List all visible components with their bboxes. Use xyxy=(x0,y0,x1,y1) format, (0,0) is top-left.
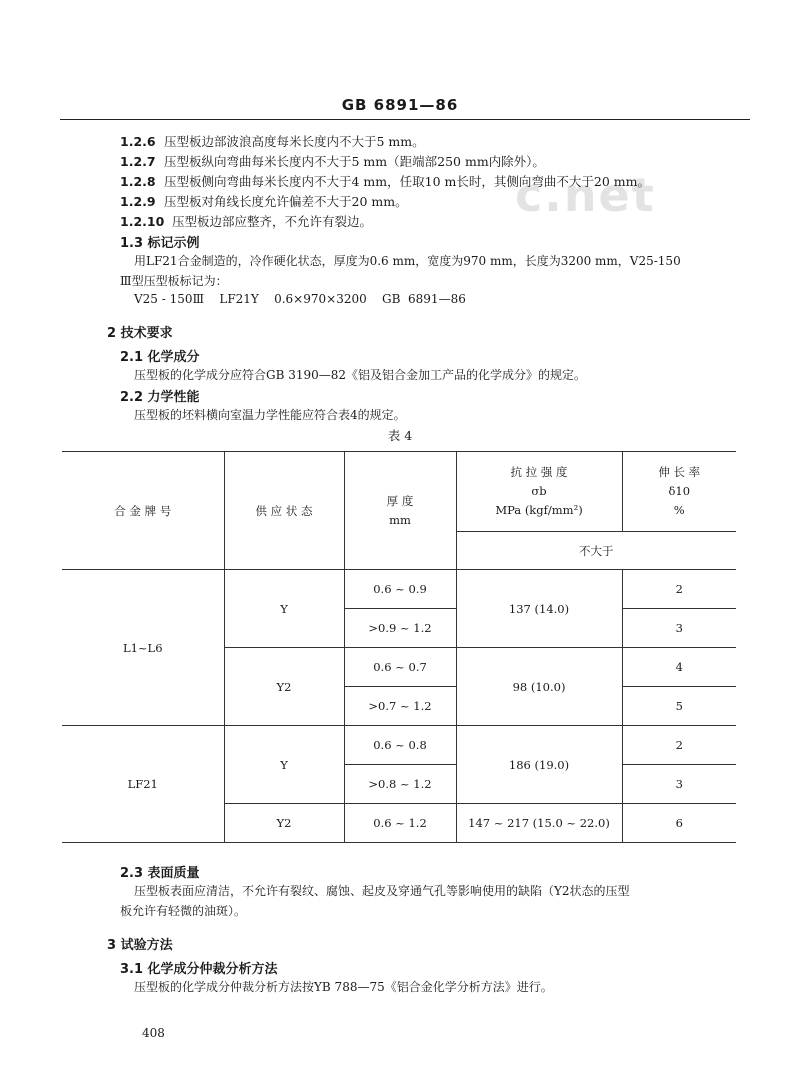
header-not-less: 不大于 xyxy=(456,532,736,570)
header-state: 供 应 状 态 xyxy=(224,452,344,570)
item-1-2-9: 1.2.9 压型板对角线长度允许偏差不大于20 mm。 xyxy=(120,194,408,209)
cell-state: Y2 xyxy=(224,648,344,726)
cell-tensile: 137 (14.0) xyxy=(456,570,622,648)
table-title: 表 4 xyxy=(387,428,413,443)
section-2-2-text: 压型板的坯料横向室温力学性能应符合表4的规定。 xyxy=(134,408,406,422)
section-1-3-line2: Ⅲ型压型板标记为： xyxy=(120,274,228,288)
section-2-1-text: 压型板的化学成分应符合GB 3190—82《铝及铝合金加工产品的化学成分》的规定。 xyxy=(134,368,587,382)
cell-tensile: 98 (10.0) xyxy=(456,648,622,726)
section-1-3-example: V25 - 150Ⅲ LF21Y 0.6×970×3200 GB 6891—86 xyxy=(134,292,466,306)
page-header: GB 6891—86 xyxy=(341,96,459,114)
cell-thickness: >0.7 ~ 1.2 xyxy=(344,687,456,726)
cell-state: Y xyxy=(224,570,344,648)
header-rule xyxy=(60,119,750,120)
cell-thickness: 0.6 ~ 0.9 xyxy=(344,570,456,609)
header-tensile: 抗 拉 强 度 σb MPa (kgf/mm²) xyxy=(456,452,622,532)
section-3-heading: 3 试验方法 xyxy=(107,938,173,953)
cell-elongation: 4 xyxy=(622,648,736,687)
item-1-2-6: 1.2.6 压型板边部波浪高度每米长度内不大于5 mm。 xyxy=(120,134,425,149)
cell-thickness: >0.8 ~ 1.2 xyxy=(344,765,456,804)
header-thickness: 厚 度 mm xyxy=(344,452,456,570)
cell-elongation: 3 xyxy=(622,609,736,648)
item-1-2-8: 1.2.8 压型板侧向弯曲每米长度内不大于4 mm，任取10 m长时，其侧向弯曲不大于20 mm。 xyxy=(120,174,650,189)
item-1-2-7: 1.2.7 压型板纵向弯曲每米长度内不大于5 mm（距端部250 mm内除外）。 xyxy=(120,154,545,169)
section-2-3-line2: 板允许有轻微的油斑）。 xyxy=(120,904,247,918)
cell-thickness: >0.9 ~ 1.2 xyxy=(344,609,456,648)
cell-tensile: 186 (19.0) xyxy=(456,726,622,804)
section-2-1-heading: 2.1 化学成分 xyxy=(120,350,200,365)
section-3-1-text: 压型板的化学成分仲裁分析方法按YB 788—75《铝合金化学分析方法》进行。 xyxy=(134,980,553,994)
cell-alloy-l1-l6: L1~L6 xyxy=(62,570,224,726)
section-1-3-line1: 用LF21合金制造的，冷作硬化状态，厚度为0.6 mm，宽度为970 mm，长度为3200 mm，V25-150 xyxy=(134,254,681,268)
section-3-1-heading: 3.1 化学成分仲裁分析方法 xyxy=(120,962,278,977)
cell-elongation: 6 xyxy=(622,804,736,843)
section-2-3-heading: 2.3 表面质量 xyxy=(120,866,200,881)
section-2-3-line1: 压型板表面应清洁，不允许有裂纹、腐蚀、起皮及穿通气孔等影响使用的缺陷（Y2状态的压型 xyxy=(134,884,630,898)
section-2-heading: 2 技术要求 xyxy=(107,326,173,341)
cell-elongation: 2 xyxy=(622,570,736,609)
cell-elongation: 2 xyxy=(622,726,736,765)
page-number: 408 xyxy=(142,1026,165,1040)
cell-thickness: 0.6 ~ 1.2 xyxy=(344,804,456,843)
section-1-3-heading: 1.3 标记示例 xyxy=(120,236,200,251)
cell-state: Y2 xyxy=(224,804,344,843)
item-1-2-10: 1.2.10 压型板边部应整齐，不允许有裂边。 xyxy=(120,214,373,229)
cell-elongation: 3 xyxy=(622,765,736,804)
cell-tensile: 147 ~ 217 (15.0 ~ 22.0) xyxy=(456,804,622,843)
cell-elongation: 5 xyxy=(622,687,736,726)
cell-alloy-lf21: LF21 xyxy=(62,726,224,843)
cell-thickness: 0.6 ~ 0.8 xyxy=(344,726,456,765)
cell-state: Y xyxy=(224,726,344,804)
cell-thickness: 0.6 ~ 0.7 xyxy=(344,648,456,687)
table-4 xyxy=(62,451,736,843)
header-alloy: 合 金 牌 号 xyxy=(62,452,224,570)
header-elongation: 伸 长 率 δ10 % xyxy=(622,452,736,532)
section-2-2-heading: 2.2 力学性能 xyxy=(120,390,200,405)
watermark: c.net xyxy=(515,168,656,222)
